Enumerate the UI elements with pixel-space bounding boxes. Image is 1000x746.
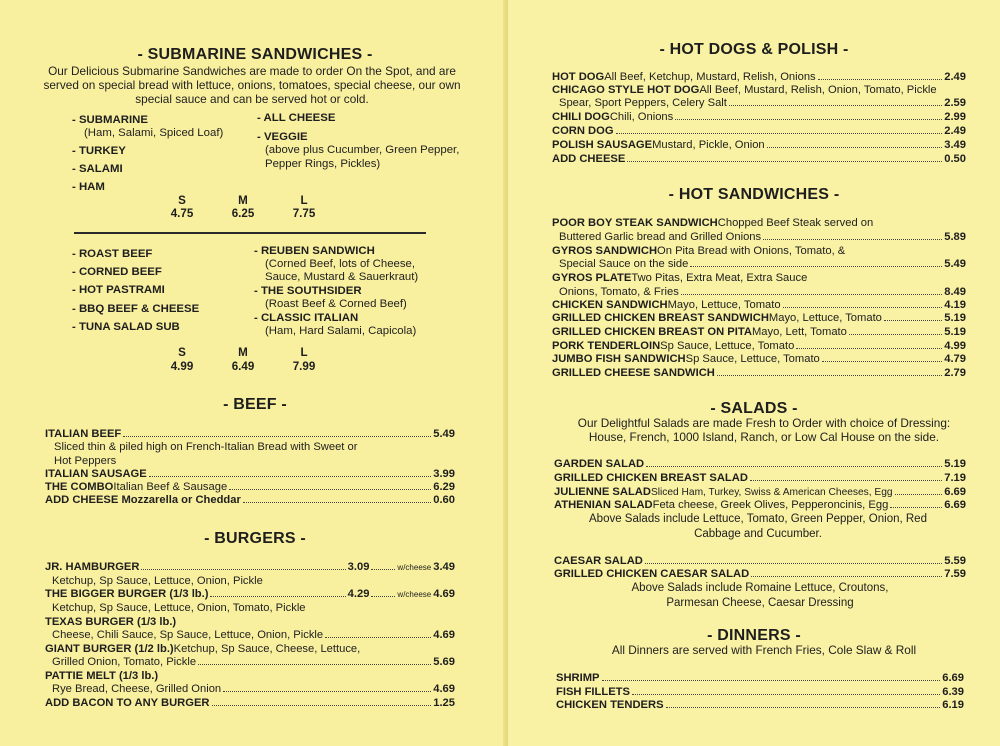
item-name: GRILLED CHEESE SANDWICH (552, 367, 715, 379)
size2-price-s: 4.99 (170, 360, 194, 373)
item-price: 6.69 (944, 486, 966, 498)
item-name: CAESAR SALAD (554, 555, 643, 567)
item-name: CHICKEN SANDWICH (552, 299, 668, 311)
item-name: PATTIE MELT (1/3 lb.) (45, 670, 159, 682)
leader-dots (763, 231, 942, 240)
menu-item (45, 481, 455, 494)
sub-item-bbq-beef: - BBQ BEEF & CHEESE (72, 303, 200, 315)
item-name: POOR BOY STEAK SANDWICH (552, 217, 718, 229)
leader-dots (666, 699, 941, 708)
sub-item-hot-pastrami: - HOT PASTRAMI (72, 284, 165, 296)
item-price: 6.19 (942, 699, 964, 711)
leader-dots (717, 367, 942, 376)
item-description: Rye Bread, Cheese, Grilled Onion (52, 683, 222, 695)
leader-dots (627, 153, 942, 162)
size2-label-l: L (300, 346, 308, 359)
menu-item (45, 643, 455, 656)
item-price: 6.69 (942, 672, 964, 684)
item-description: Ketchup, Sp Sauce, Lettuce, Onion, Pickle (52, 575, 263, 587)
item-name: HOT DOG (552, 71, 605, 83)
item-price: 6.39 (942, 686, 964, 698)
sub-item-veggie-desc: (above plus Cucumber, Green Pepper, Pepper Rings, Pickles) (265, 144, 460, 170)
leader-dots (751, 568, 942, 577)
menu-right-page (508, 0, 1000, 746)
menu-item (552, 84, 966, 97)
item-price: 5.59 (944, 555, 966, 567)
leader-dots (602, 672, 941, 681)
hot-sandwiches-heading: - HOT SANDWICHES - (668, 186, 840, 203)
item-name: THE BIGGER BURGER (1/3 lb.) (45, 588, 209, 600)
sub-item-classic-italian-desc: (Ham, Hard Salami, Capicola) (265, 325, 417, 337)
item-name: GARDEN SALAD (554, 458, 645, 470)
item-name: ITALIAN BEEF (45, 428, 122, 440)
item-price: 4.19 (944, 299, 966, 311)
menu-item (556, 686, 964, 699)
menu-item (552, 340, 966, 353)
burgers-heading: - BURGERS - (204, 530, 306, 547)
size2-price-l: 7.99 (292, 360, 316, 373)
menu-item-sub (559, 258, 966, 271)
menu-item (552, 153, 966, 166)
menu-item (554, 499, 966, 512)
sub-item-reuben-desc2: Sauce, Mustard & Sauerkraut) (265, 271, 419, 283)
leader-dots (149, 468, 431, 477)
menu-item-sub (52, 629, 455, 642)
item-name: CHICAGO STYLE HOT DOG (552, 84, 700, 96)
item-desc: Mayo, Lett, Tomato (751, 326, 847, 338)
menu-item (552, 125, 966, 138)
item-desc: Two Pitas, Extra Meat, Extra Sauce (631, 272, 808, 284)
item-desc: Ketchup, Sp Sauce, Cheese, Lettuce, (173, 643, 361, 655)
menu-item (556, 672, 964, 685)
menu-item (45, 494, 455, 507)
item-name: GIANT BURGER (1/2 lb.) (45, 643, 174, 655)
leader-dots (243, 494, 431, 503)
sub-item-reuben-desc1: (Corned Beef, lots of Cheese, (265, 258, 416, 270)
leader-dots (890, 499, 942, 508)
menu-item (552, 353, 966, 366)
item-name: JUMBO FISH SANDWICH (552, 353, 686, 365)
sub-item-southsider-desc: (Roast Beef & Corned Beef) (265, 298, 407, 310)
menu-item (45, 561, 455, 574)
submarine-heading: - SUBMARINE SANDWICHES - (137, 46, 373, 63)
item-price: 0.50 (944, 153, 966, 165)
sub-item-submarine: - SUBMARINE (72, 114, 148, 126)
leader-dots (884, 312, 942, 321)
item-name: ATHENIAN SALAD (554, 499, 653, 511)
menu-item (556, 699, 964, 712)
item-price: 0.60 (433, 494, 455, 506)
leader-dots (616, 125, 943, 134)
item-price: 6.69 (944, 499, 966, 511)
menu-item (552, 71, 966, 84)
leader-dots (198, 656, 431, 665)
cheese-price: 4.69 (433, 588, 455, 600)
item-desc: Mayo, Lettuce, Tomato (768, 312, 882, 324)
sub-item-southsider: - THE SOUTHSIDER (254, 285, 362, 297)
item-name: GRILLED CHICKEN CAESAR SALAD (554, 568, 750, 580)
item-name: SHRIMP (556, 672, 600, 684)
menu-item (552, 245, 966, 258)
item-price: 2.99 (944, 111, 966, 123)
item-price: 5.49 (944, 258, 966, 270)
menu-item (552, 272, 966, 285)
leader-dots (325, 629, 431, 638)
sub-item-tuna-salad: - TUNA SALAD SUB (72, 321, 180, 333)
item-description: Grilled Onion, Tomato, Pickle (52, 656, 197, 668)
item-name: JULIENNE SALAD (554, 486, 651, 498)
leader-dots (729, 97, 942, 106)
item-desc: All Beef, Ketchup, Mustard, Relish, Onions (604, 71, 816, 83)
item-price: 2.59 (944, 97, 966, 109)
item-price: 3.99 (433, 468, 455, 480)
item-price: 7.19 (944, 472, 966, 484)
item-name: GRILLED CHICKEN BREAST SALAD (554, 472, 748, 484)
leader-dots (223, 683, 431, 692)
item-desc: Feta cheese, Greek Olives, Pepperoncinis, Egg (652, 499, 889, 511)
leader-dots (646, 458, 942, 467)
item-description: Spear, Sport Peppers, Celery Salt (559, 97, 727, 109)
item-price: 4.69 (433, 683, 455, 695)
item-price: 7.59 (944, 568, 966, 580)
item-name: GRILLED CHICKEN BREAST ON PITA (552, 326, 752, 338)
dinners-heading: - DINNERS - (707, 627, 801, 644)
item-price: 4.29 (347, 588, 370, 600)
leader-dots (690, 258, 942, 267)
item-desc: Sp Sauce, Lettuce, Tomato (660, 340, 795, 352)
item-name: PORK TENDERLOIN (552, 340, 661, 352)
size-price-l: 7.75 (292, 207, 316, 220)
menu-item (554, 568, 966, 581)
menu-item-sub (559, 231, 966, 244)
menu-item (554, 486, 966, 499)
menu-item (45, 588, 455, 601)
leader-dots (210, 588, 345, 597)
menu-item (45, 468, 455, 481)
item-name: FISH FILLETS (556, 686, 630, 698)
menu-item (554, 458, 966, 471)
sub-item-turkey: - TURKEY (72, 145, 126, 157)
menu-item-sub (559, 286, 966, 299)
item-name: ITALIAN SAUSAGE (45, 468, 147, 480)
sub-item-veggie: - VEGGIE (257, 131, 308, 143)
size2-price-m: 6.49 (231, 360, 255, 373)
menu-item (554, 555, 966, 568)
item-name: CHICKEN TENDERS (556, 699, 664, 711)
leader-dots (783, 299, 943, 308)
menu-item-sub (52, 656, 455, 669)
leader-dots (212, 697, 432, 706)
size2-label-m: M (238, 346, 248, 359)
item-description: Onions, Tomato, & Fries (559, 286, 679, 298)
salads-heading: - SALADS - (710, 400, 798, 417)
leader-dots (123, 428, 431, 437)
item-description: Buttered Garlic bread and Grilled Onions (559, 231, 762, 243)
leader-dots (849, 326, 942, 335)
caesar-note: Above Salads include Romaine Lettuce, Croutons, Parmesan Cheese, Caesar Dressing (631, 582, 889, 609)
sub-item-ham: - HAM (72, 181, 105, 193)
size-label-l: L (300, 194, 308, 207)
salads-note: Above Salads include Lettuce, Tomato, Green Pepper, Onion, Red Cabbage and Cucumber. (589, 513, 927, 540)
menu-item (552, 139, 966, 152)
item-desc: Chopped Beef Steak served on (717, 217, 874, 229)
item-name: THE COMBO (45, 481, 114, 493)
size-price-s: 4.75 (170, 207, 194, 220)
menu-item (45, 428, 455, 441)
item-name: POLISH SAUSAGE (552, 139, 653, 151)
item-desc: Italian Beef & Sausage (113, 481, 228, 493)
leader-dots (796, 340, 942, 349)
item-price: 5.69 (433, 656, 455, 668)
leader-dots (645, 555, 942, 564)
item-name: TEXAS BURGER (1/3 lb.) (45, 616, 177, 628)
size-label-m: M (238, 194, 248, 207)
menu-item (552, 326, 966, 339)
sub-item-reuben: - REUBEN SANDWICH (254, 245, 375, 257)
leader-dots (675, 111, 942, 120)
item-description: Hot Peppers (54, 455, 117, 467)
item-desc: Sliced Ham, Turkey, Swiss & American Cheeses, Egg (650, 487, 893, 498)
leader-dots (371, 588, 395, 597)
item-desc: Mayo, Lettuce, Tomato (667, 299, 781, 311)
item-name: CHILI DOG (552, 111, 610, 123)
item-name: ADD CHEESE Mozzarella or Cheddar (45, 494, 241, 506)
cheese-price: 3.49 (433, 561, 455, 573)
size-price-m: 6.25 (231, 207, 255, 220)
item-description: Special Sauce on the side (559, 258, 689, 270)
cheese-label: w/cheese (397, 590, 432, 599)
item-price: 3.49 (944, 139, 966, 151)
menu-item (45, 616, 455, 629)
item-price: 5.19 (944, 312, 966, 324)
item-name: ADD BACON TO ANY BURGER (45, 697, 210, 709)
leader-dots (750, 472, 942, 481)
sub-item-salami: - SALAMI (72, 163, 123, 175)
sub-item-corned-beef: - CORNED BEEF (72, 266, 162, 278)
hotdogs-heading: - HOT DOGS & POLISH - (659, 41, 849, 58)
menu-item (552, 367, 966, 380)
item-price: 1.25 (433, 697, 455, 709)
item-price: 3.09 (347, 561, 370, 573)
leader-dots (632, 686, 940, 695)
menu-item (552, 312, 966, 325)
item-desc: On Pita Bread with Onions, Tomato, & (657, 245, 846, 257)
item-desc: Mustard, Pickle, Onion (652, 139, 765, 151)
leader-dots (822, 353, 942, 362)
item-price: 2.79 (944, 367, 966, 379)
item-price: 8.49 (944, 286, 966, 298)
leader-dots (681, 286, 942, 295)
menu-item-sub (559, 97, 966, 110)
submarine-intro: Our Delicious Submarine Sandwiches are made to order On the Spot, and are served on special bread with lettuce, onions, tomatoes, special cheese, our own special sauce and can be served hot or cold. (43, 64, 461, 107)
item-desc: Sp Sauce, Lettuce, Tomato (685, 353, 820, 365)
leader-dots (818, 71, 943, 80)
menu-item (552, 299, 966, 312)
menu-item (552, 217, 966, 230)
item-price: 4.69 (433, 629, 455, 641)
menu-item (552, 111, 966, 124)
section-divider (74, 232, 426, 234)
menu-item (45, 697, 455, 710)
item-price: 6.29 (433, 481, 455, 493)
menu-item (45, 670, 455, 683)
item-name: ADD CHEESE (552, 153, 626, 165)
item-description: Cheese, Chili Sauce, Sp Sauce, Lettuce, Onion, Pickle (52, 629, 324, 641)
item-name: JR. HAMBURGER (45, 561, 140, 573)
leader-dots (229, 481, 431, 490)
leader-dots (371, 561, 395, 570)
item-name: CORN DOG (552, 125, 614, 137)
item-desc: Chili, Onions (609, 111, 674, 123)
item-desc: All Beef, Mustard, Relish, Onion, Tomato, Pickle (699, 84, 937, 96)
leader-dots (141, 561, 345, 570)
item-price: 2.49 (944, 125, 966, 137)
beef-heading: - BEEF - (223, 396, 287, 413)
sub-item-roast-beef: - ROAST BEEF (72, 248, 153, 260)
item-name: GRILLED CHICKEN BREAST SANDWICH (552, 312, 769, 324)
sub-item-submarine-desc: (Ham, Salami, Spiced Loaf) (84, 127, 224, 139)
item-name: GYROS PLATE (552, 272, 632, 284)
cheese-label: w/cheese (397, 563, 432, 572)
item-price: 4.99 (944, 340, 966, 352)
sub-item-classic-italian: - CLASSIC ITALIAN (254, 312, 359, 324)
item-price: 5.19 (944, 458, 966, 470)
dinners-intro: All Dinners are served with French Fries, Cole Slaw & Roll (611, 643, 917, 657)
item-description: Sliced thin & piled high on French-Italian Bread with Sweet or (54, 441, 358, 453)
sub-item-all-cheese: - ALL CHEESE (257, 112, 336, 124)
salads-intro: Our Delightful Salads are made Fresh to Order with choice of Dressing: House, French, 1000 Island, Ranch, or Low Cal House on the side. (577, 416, 951, 445)
size-label-s: S (178, 194, 186, 207)
item-description: Ketchup, Sp Sauce, Lettuce, Onion, Tomato, Pickle (52, 602, 306, 614)
item-price: 2.49 (944, 71, 966, 83)
size2-label-s: S (178, 346, 186, 359)
leader-dots (895, 486, 943, 495)
menu-item (554, 472, 966, 485)
item-price: 5.19 (944, 326, 966, 338)
menu-item-sub (52, 683, 455, 696)
item-price: 5.49 (433, 428, 455, 440)
item-price: 4.79 (944, 353, 966, 365)
item-price: 5.89 (944, 231, 966, 243)
item-name: GYROS SANDWICH (552, 245, 658, 257)
leader-dots (767, 139, 943, 148)
